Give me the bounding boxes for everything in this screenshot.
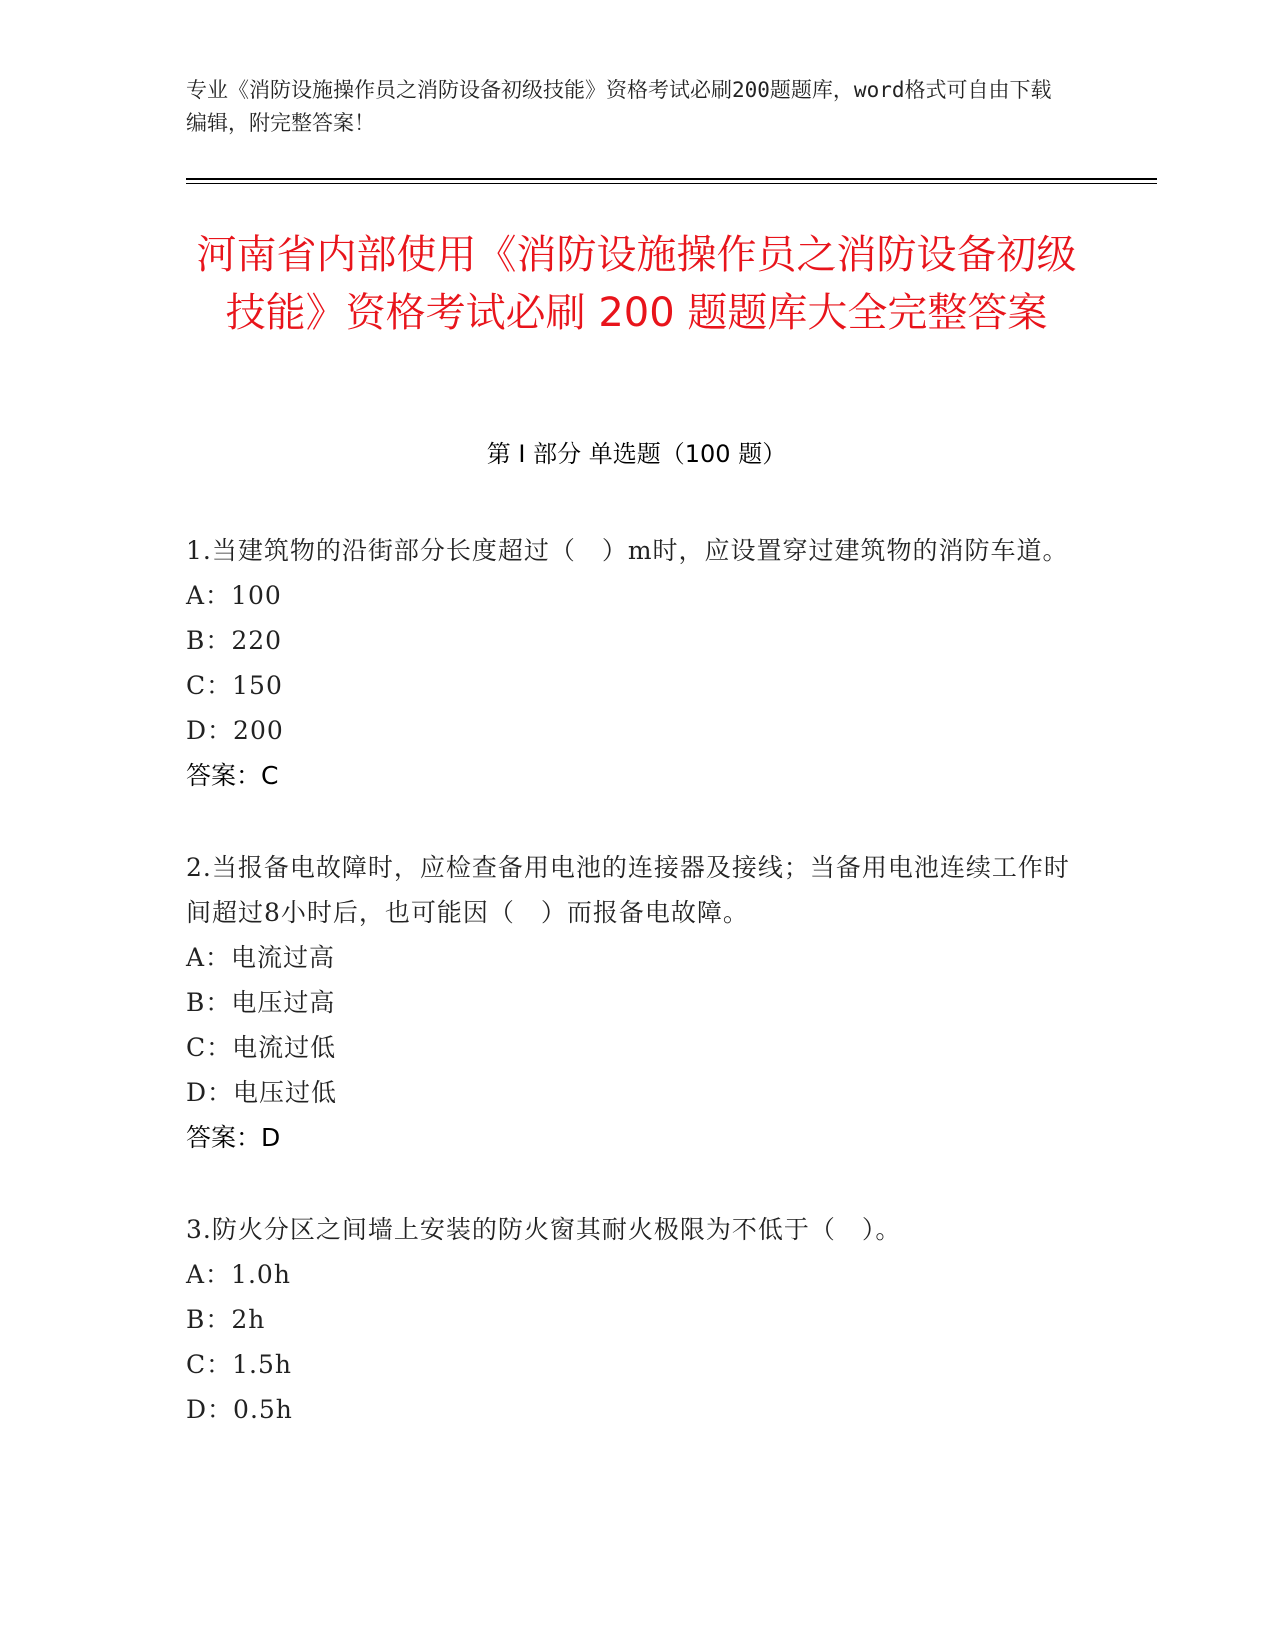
question-list xyxy=(186,528,1086,1478)
question-stem: 1.当建筑物的沿街部分长度超过（ ）m时，应设置穿过建筑物的消防车道。 xyxy=(186,536,1069,565)
question-1 xyxy=(186,528,1086,799)
option-a: A：100 xyxy=(186,581,282,610)
header-rule-thick xyxy=(186,178,1157,180)
option-a: A：1.0h xyxy=(186,1260,291,1289)
option-d: D：0.5h xyxy=(186,1395,293,1424)
option-b: B：220 xyxy=(186,626,283,655)
answer-label: 答案：D xyxy=(186,1123,281,1152)
answer-label: 答案：C xyxy=(186,761,279,790)
question-stem: 3.防火分区之间墙上安装的防火窗其耐火极限为不低于（ ）。 xyxy=(186,1215,902,1244)
option-d: D：电压过低 xyxy=(186,1078,338,1107)
option-d: D：200 xyxy=(186,716,284,745)
option-b: B：2h xyxy=(186,1305,266,1334)
section-heading: 第 I 部分 单选题（100 题） xyxy=(486,440,787,468)
option-c: C：电流过低 xyxy=(186,1033,337,1062)
question-3 xyxy=(186,1207,1086,1432)
header-rule-thin xyxy=(186,183,1157,184)
question-2 xyxy=(186,845,1086,1161)
option-a: A：电流过高 xyxy=(186,943,336,972)
option-b: B：电压过高 xyxy=(186,988,336,1017)
question-stem: 2.当报备电故障时，应检查备用电池的连接器及接线；当备用电池连续工作时间超过8小时后，也可能因（ ）而报备电故障。 xyxy=(186,853,1070,927)
option-c: C：1.5h xyxy=(186,1350,292,1379)
document-title: 河南省内部使用《消防设施操作员之消防设备初级技能》资格考试必刷 200 题题库大全完整答案 xyxy=(196,232,1077,336)
header-note: 专业《消防设施操作员之消防设备初级技能》资格考试必刷200题题库，word格式可自由下载编辑，附完整答案！ xyxy=(186,78,1052,135)
option-c: C：150 xyxy=(186,671,283,700)
